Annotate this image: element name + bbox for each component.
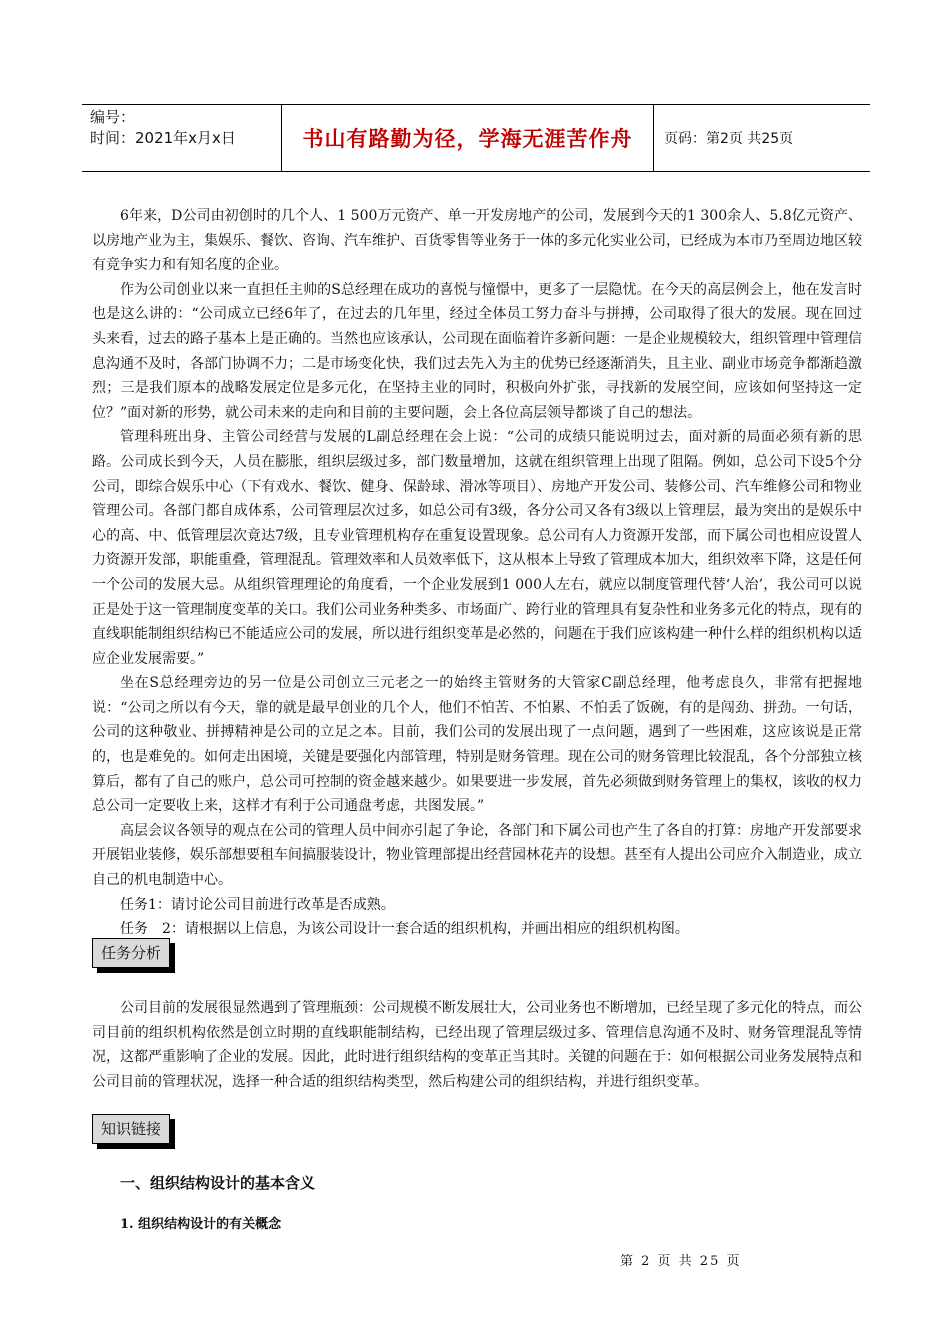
section-tag-knowledge <box>92 1114 170 1144</box>
section-tag-analysis <box>92 938 170 968</box>
header-page-cell <box>654 105 870 171</box>
tag-label: 任务分析 <box>92 938 170 968</box>
tag-label: 知识链接 <box>92 1114 170 1144</box>
case-body <box>92 204 862 942</box>
paragraph: 高层会议各领导的观点在公司的管理人员中间亦引起了争论，各部门和下属公司也产生了各自的打算：房地产开发部要求开展铝业装修，娱乐部想要租车间搞服装设计，物业管理部提出经营园林花卉的设想。甚至有人提出公司应介入制造业，成立自己的机电制造中心。 <box>92 822 862 889</box>
task-2: 任务 2：请根据以上信息，为该公司设计一套合适的组织机构，并画出相应的组织机构图。 <box>120 921 689 938</box>
number-label: 编号： <box>90 108 136 126</box>
subsection-heading: 1. 组织结构设计的有关概念 <box>120 1217 282 1232</box>
header-meta-cell <box>82 105 282 171</box>
analysis-paragraph: 公司目前的发展很显然遇到了管理瓶颈：公司规模不断发展壮大，公司业务也不断增加，已经呈现了多元化的特点，而公司目前的组织机构依然是创立时期的直线职能制结构，已经出现了管理层级过多、管理信息沟通不及时、财务管理混乱等情况，这都严重影响了企业的发展。因此，此时进行组织结构的变革正当其时。关键的问题在于：如何根据公司业务发展特点和公司目前的管理状况，选择一种合适的组织结构类型，然后构建公司的组织结构，并进行组织变革。 <box>92 1000 862 1090</box>
paragraph: 作为公司创业以来一直担任主帅的S总经理在成功的喜悦与憧憬中，更多了一层隐忧。在今天的高层例会上，他在发言时也是这么讲的：“公司成立已经6年了，在过去的几年里，经过全体员工努力奋斗与拼搏，公司取得了很大的发展。现在回过头来看，过去的路子基本上是正确的。当然也应该承认，公司现在面临着许多新问题：一是企业规模较大，组织管理中管理信息沟通不及时，各部门协调不力；二是市场变化快，我们过去先入为主的优势已经逐渐消失，且主业、副业市场竞争都渐趋激烈；三是我们原本的战略发展定位是多元化，在坚持主业的同时，积极向外扩张，寻找新的发展空间，应该如何坚持这一定位？”面对新的形势，就公司未来的走向和目前的主要问题，会上各位高层领导都谈了自己的想法。 <box>92 281 862 421</box>
paragraph: 坐在S总经理旁边的另一位是公司创立三元老之一的始终主管财务的大管家C副总经理，他考虑良久，非常有把握地说：“公司之所以有今天，靠的就是最早创业的几个人，他们不怕苦、不怕累、不怕丢了饭碗，有的是闯劲、拼劲。一句话，公司的这种敬业、拼搏精神是公司的立足之本。目前，我们公司的发展出现了一点问题，遇到了一些困难，这应该说是正常的，也是难免的。如何走出困境，关键是要强化内部管理，特别是财务管理。现在公司的财务管理比较混乱，各个分部独立核算后，都有了自己的账户，总公司可控制的资金越来越少。如果要进一步发展，首先必须做到财务管理上的集权，该收的权力总公司一定要收上来，这样才有利于公司通盘考虑，共图发展。” <box>92 675 862 815</box>
paragraph: 6年来，D公司由初创时的几个人、1 500万元资产、单一开发房地产的公司，发展到今天的1 300余人、5.8亿元资产、以房地产业为主，集娱乐、餐饮、咨询、汽车维护、百货零售等业务于一体的多元化实业公司，已经成为本市乃至周边地区较有竞争实力和有知名度的企业。 <box>92 208 862 274</box>
analysis-body <box>92 996 862 1094</box>
section-heading: 一、组织结构设计的基本含义 <box>120 1174 316 1192</box>
page-info: 页码：第2页 共25页 <box>664 131 794 147</box>
paragraph: 管理科班出身、主管公司经营与发展的L副总经理在会上说：“公司的成绩只能说明过去，面对新的局面必须有新的思路。公司成长到今天，人员在膨胀，组织层级过多，部门数量增加，这就在组织管理上出现了阻隔。例如，总公司下设5个分公司，即综合娱乐中心（下有戏水、餐饮、健身、保龄球、滑冰等项目）、房地产开发公司、装修公司、汽车维修公司和物业管理公司。各部门都自成体系，公司管理层次过多，如总公司有3级，各分公司又各有3级以上管理层，最为突出的是娱乐中心的高、中、低管理层次竟达7级，且专业管理机构存在重复设置现象。总公司有人力资源开发部，而下属公司也相应设置人力资源开发部，职能重叠，管理混乱。管理效率和人员效率低下，这从根本上导致了管理成本加大，组织效率下降，这是任何一个公司的发展大忌。从组织管理理论的角度看，一个企业发展到1 000人左右，就应以制度管理代替‘人治’，我公司可以说正是处于这一管理制度变革的关口。我们公司业务种类多、市场面广、跨行业的管理具有复杂性和业务多元化的特点，现有的直线职能制组织结构已不能适应公司的发展，所以进行组织变革是必然的，问题在于我们应该构建一种什么样的组织机构以适应企业发展需要。” <box>92 429 862 667</box>
page-footer: 第 2 页 共 25 页 <box>620 1254 742 1269</box>
time-label: 时间：2021年x月x日 <box>90 129 236 147</box>
task-1: 任务1：请讨论公司目前进行改革是否成熟。 <box>120 896 395 913</box>
header-motto-cell <box>282 105 654 171</box>
document-header <box>82 104 870 172</box>
motto-text: 书山有路勤为径，学海无涯苦作舟 <box>302 127 633 151</box>
